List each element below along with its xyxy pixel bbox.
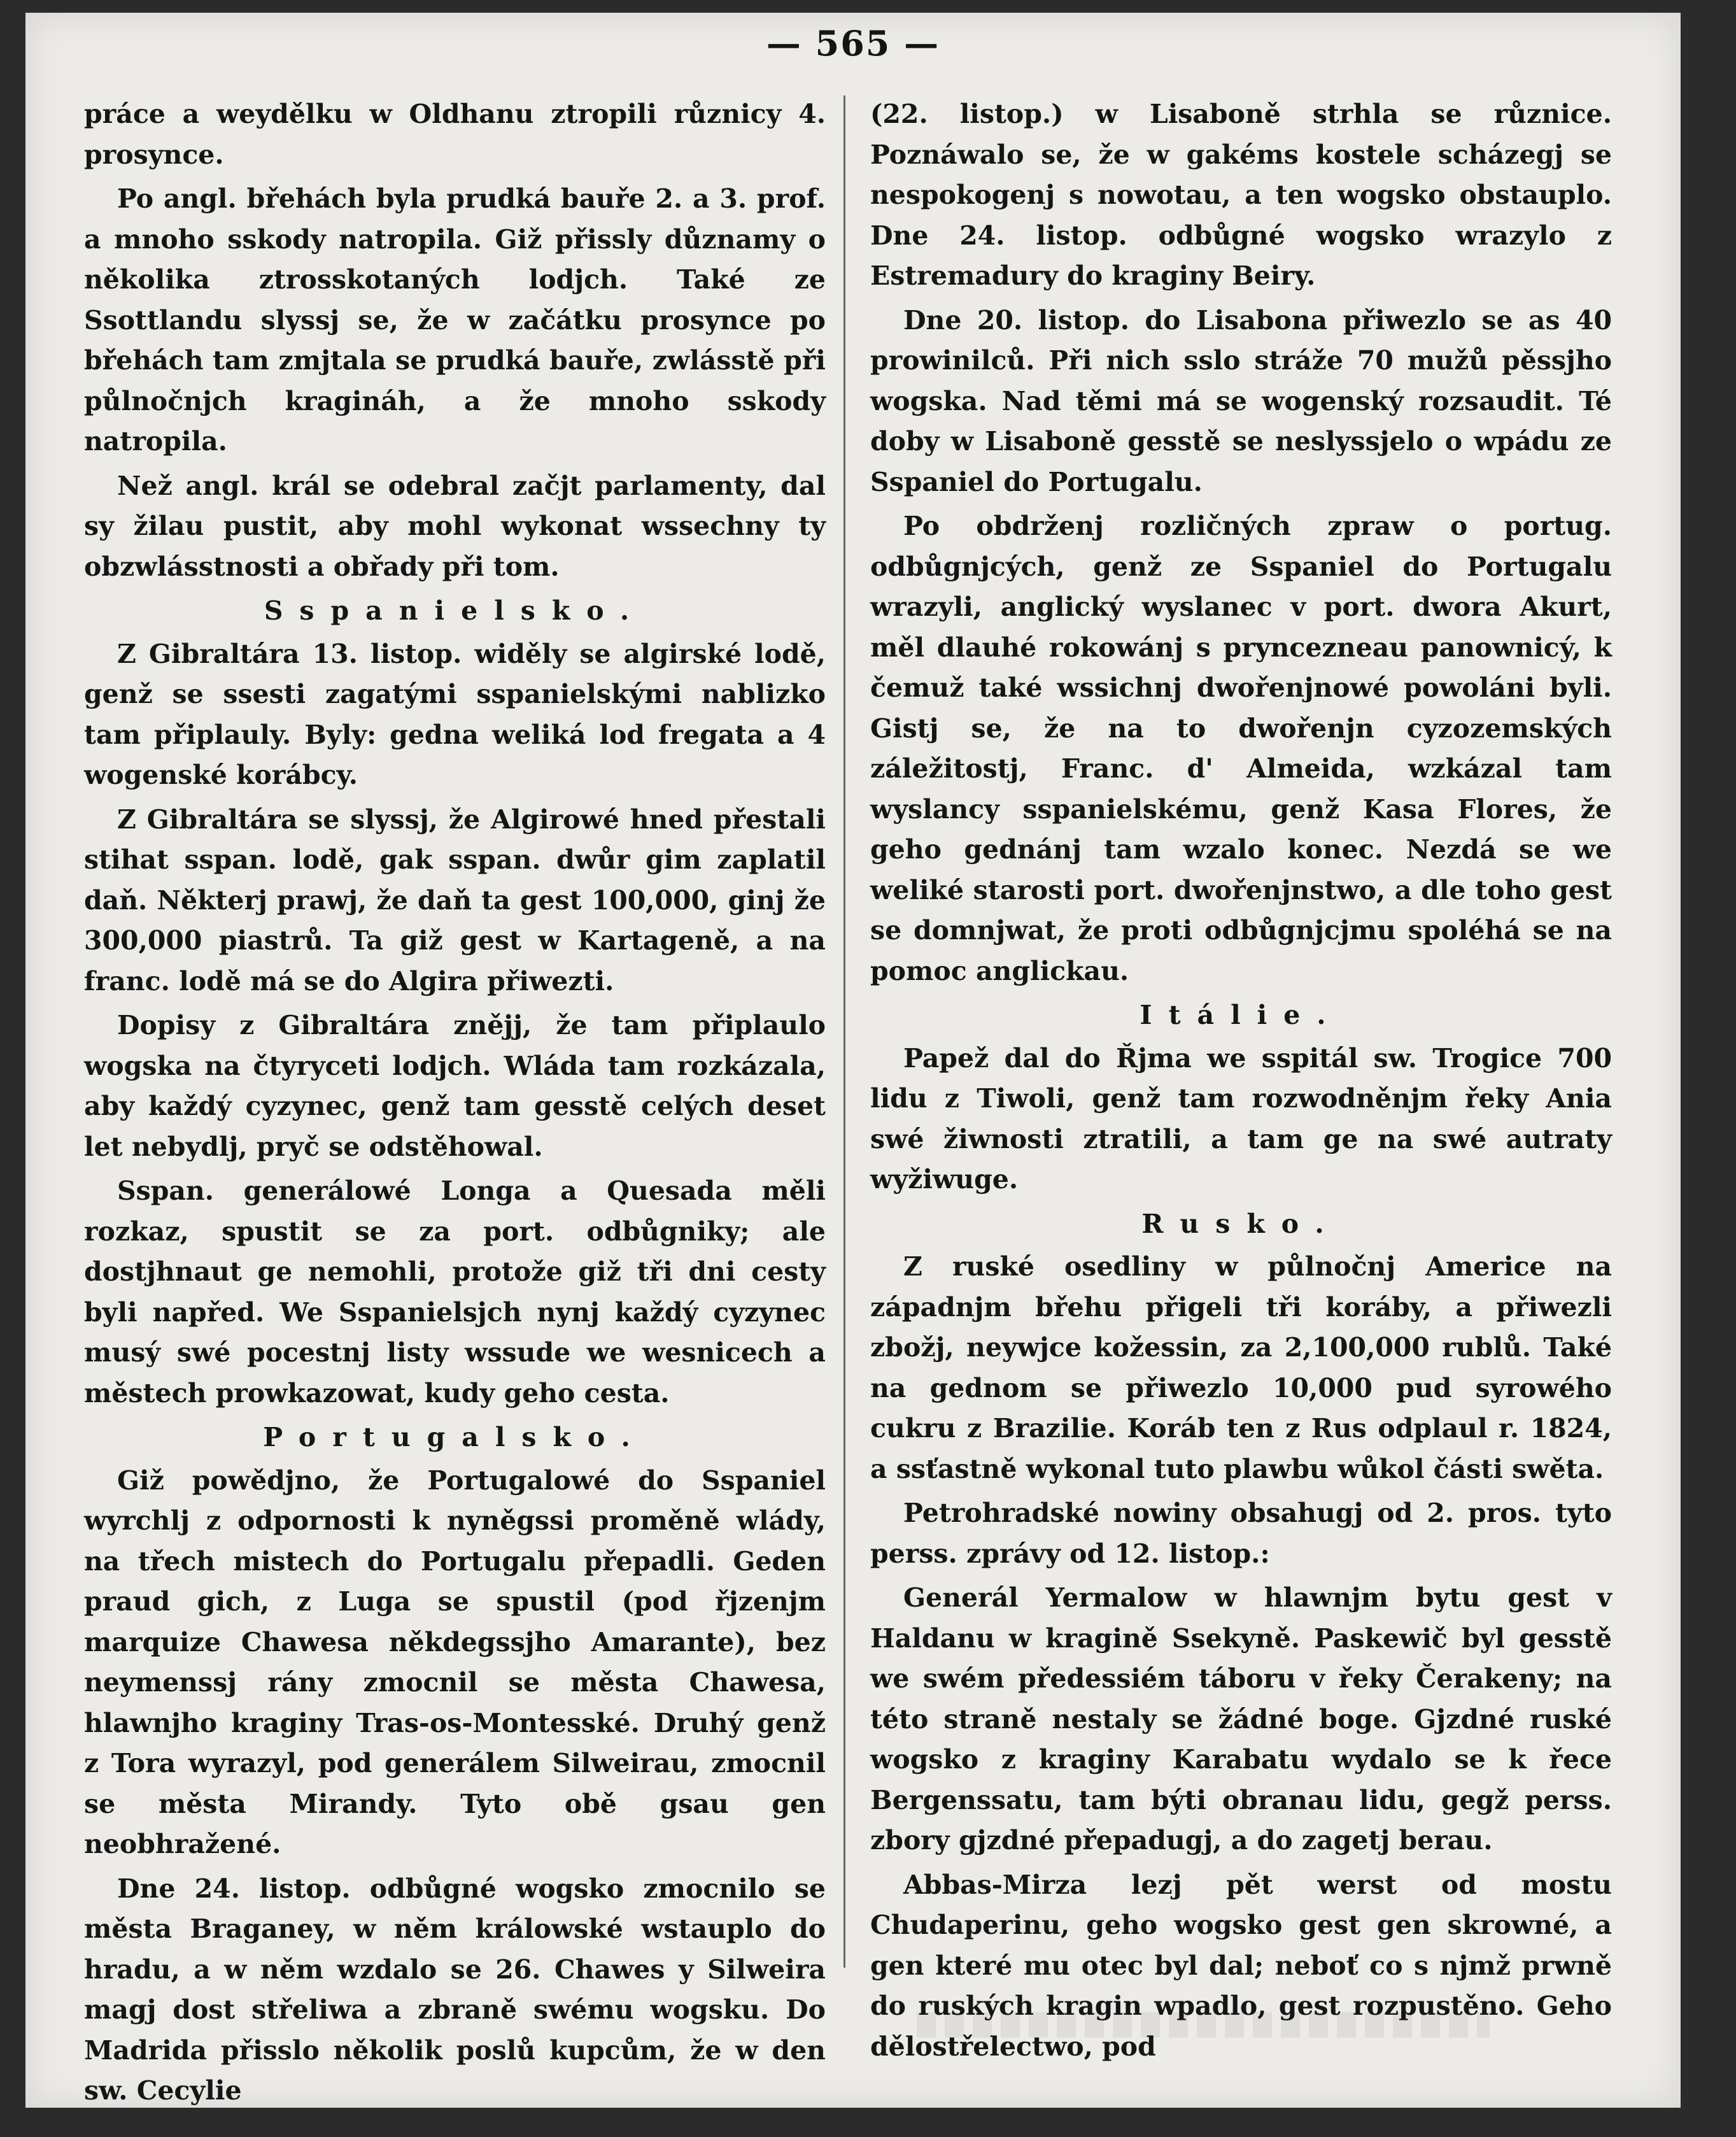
section-heading-italy: Itálie. [1140,1000,1343,1030]
article-paragraph: Z Gibraltára se slyssj, že Algirowé hned přestali stihat sspan. lodě, gak sspan. dwůr gim zaplatil daň. Některj prawj, že daň ta gest 100,000, ginj že 300,000 piastrů. Ta giž gest w Kartageně, a na franc. lodě má se do Algira přiwezti. [84,804,826,997]
article-paragraph: Po angl. břehách byla prudká bauře 2. a 3. prof. a mnoho sskody natropila. Giž přissly důznamy o několika ztrosskotaných lodjch. Také ze Ssottlandu slyssj se, že w začátku prosynce po břehách tam zmjtala se prudká bauře, zwlásstě při půlnočnjch kragináh, a že mnoho sskody natropila. [84,183,826,457]
right-column [870,94,1612,2071]
page-number: — 565 — [766,23,940,64]
article-paragraph: Než angl. král se odebral začjt parlamenty, dal sy žilau pustit, aby mohl wykonat wssechny ty obzwlásstnosti a obřady při tom. [84,470,826,582]
article-paragraph: Abbas-Mirza lezj pět werst od mostu Chudaperinu, geho wogsko gest gen skrowné, a gen které mu otec byl dal; neboť co s njmž prwně do ruských kragin wpadlo, gest rozpustěno. Geho dělostřelectwo, pod [870,1869,1612,2062]
section-heading-russia: Rusko. [1141,1208,1341,1239]
article-paragraph: práce a weydělku w Oldhanu ztropili různicy 4. prosynce. [84,99,826,170]
article-paragraph: Giž powědjno, že Portugalowé do Sspaniel wyrchlj z odpornosti k nyněgssi proměně wlády, na třech mistech do Portugalu přepadli. Geden praud gich, z Luga se spustil (pod řjzenjm marquize Chawesa někdegssjho Amarante), bez neymenssj rány zmocnil se města Chawesa, hlawnjho kraginy Tras-os-Montesské. Druhý genž z Tora wyrazyl, pod generálem Silweirau, zmocnil se města Mirandy. Tyto obě gsau gen neobhražené. [84,1465,826,1859]
newspaper-page [25,13,1681,2108]
article-paragraph: Dne 20. listop. do Lisabona přiwezlo se as 40 prowinilců. Při nich sslo stráže 70 mužů pěssjho wogska. Nad těmi má se wogenský rozsaudit. Té doby w Lisaboně gesstě se neslyssjelo o wpádu ze Sspaniel do Portugalu. [870,304,1612,497]
column-divider [843,96,845,1968]
show-through-ink [917,2012,1490,2038]
section-heading-spain: Sspanielsko. [264,595,646,626]
article-paragraph: Z Gibraltára 13. listop. widěly se algirské lodě, genž se ssesti zagatými sspanielskými nablizko tam připlauly. Byly: gedna weliká lod fregata a 4 wogenské korábcy. [84,638,826,790]
article-paragraph: Sspan. generálowé Longa a Quesada měli rozkaz, spustit se za port. odbůgniky; ale dostjhnaut ge nemohli, protože giž tři dni cesty byli napřed. We Sspanielsjch nynj každý cyzynec musý swé pocestnj listy wssude we wesnicech a městech prowkazowat, kudy geho cesta. [84,1175,826,1409]
article-paragraph: (22. listop.) w Lisaboně strhla se různice. Poznáwalo se, že w gakéms kostele scházegj se nespokogenj s nowotau, a ten wogsko obstauplo. Dne 24. listop. odbůgné wogsko wrazylo z Estremadury do kraginy Beiry. [870,99,1612,291]
article-paragraph: Po obdrženj rozličných zpraw o portug. odbůgnjcých, genž ze Sspaniel do Portugalu wrazyli, anglický wyslanec v port. dwora Akurt, měl dlauhé rokowánj s pryncezneau panownicý, k čemuž také wssichnj dwořenjnowé powoláni byli. Gistj se, že na to dwořenjn cyzozemských záležitostj, Franc. d' Almeida, wzkázal tam wyslancy sspanielskému, genž Kasa Flores, že geho gednánj tam wzalo konec. Nezdá se we weliké starosti port. dwořenjnstwo, a dle toho gest se domnjwat, že proti odbůgnjcjmu spoléhá se na pomoc anglickau. [870,511,1612,986]
article-paragraph: Dopisy z Gibraltára znějj, že tam připlaulo wogska na čtyryceti lodjch. Wláda tam rozkázala, aby každý cyzynec, genž tam gesstě celých deset let nebydlj, pryč se odstěhowal. [84,1010,826,1162]
section-heading-portugal: Portugalsko. [263,1422,647,1452]
article-paragraph: Petrohradské nowiny obsahugj od 2. pros. tyto perss. zprávy od 12. listop.: [870,1498,1612,1569]
article-paragraph: Generál Yermalow w hlawnjm bytu gest v Haldanu w kragině Ssekyně. Paskewič byl gesstě we swém předessiém táboru v řeky Čerakeny; na této straně nestaly se žádné boge. Gjzdné ruské wogsko z kraginy Karabatu wydalo se k řece Bergenssatu, tam býti obranau lidu, gegž perss. zbory gjzdné přepadugj, a do zagetj berau. [870,1582,1612,1856]
article-paragraph: Dne 24. listop. odbůgné wogsko zmocnilo se města Braganey, w něm králowské wstauplo do hradu, a w něm wzdalo se 26. Chawes y Silweira magj dost střeliwa a zbraně swému wogsku. Do Madrida přisslo několik poslů kupcům, že w den sw. Cecylie [84,1873,826,2106]
left-column [84,94,826,2115]
article-paragraph: Papež dal do Řjma we sspitál sw. Trogice 700 lidu z Tiwoli, genž tam rozwodněnjm řeky Ania swé žiwnosti ztratili, a tam ge na swé autraty wyžiwuge. [870,1042,1612,1195]
article-paragraph: Z ruské osedliny w půlnočnj Americe na západnjm břehu přigeli tři koráby, a přiwezli zbožj, neywjce kožessin, za 2,100,000 rublů. Také na gednom se přiwezlo 10,000 pud syrowého cukru z Brazilie. Koráb ten z Rus odplaul r. 1824, a ssťastně wykonal tuto plawbu wůkol části swěta. [870,1251,1612,1484]
